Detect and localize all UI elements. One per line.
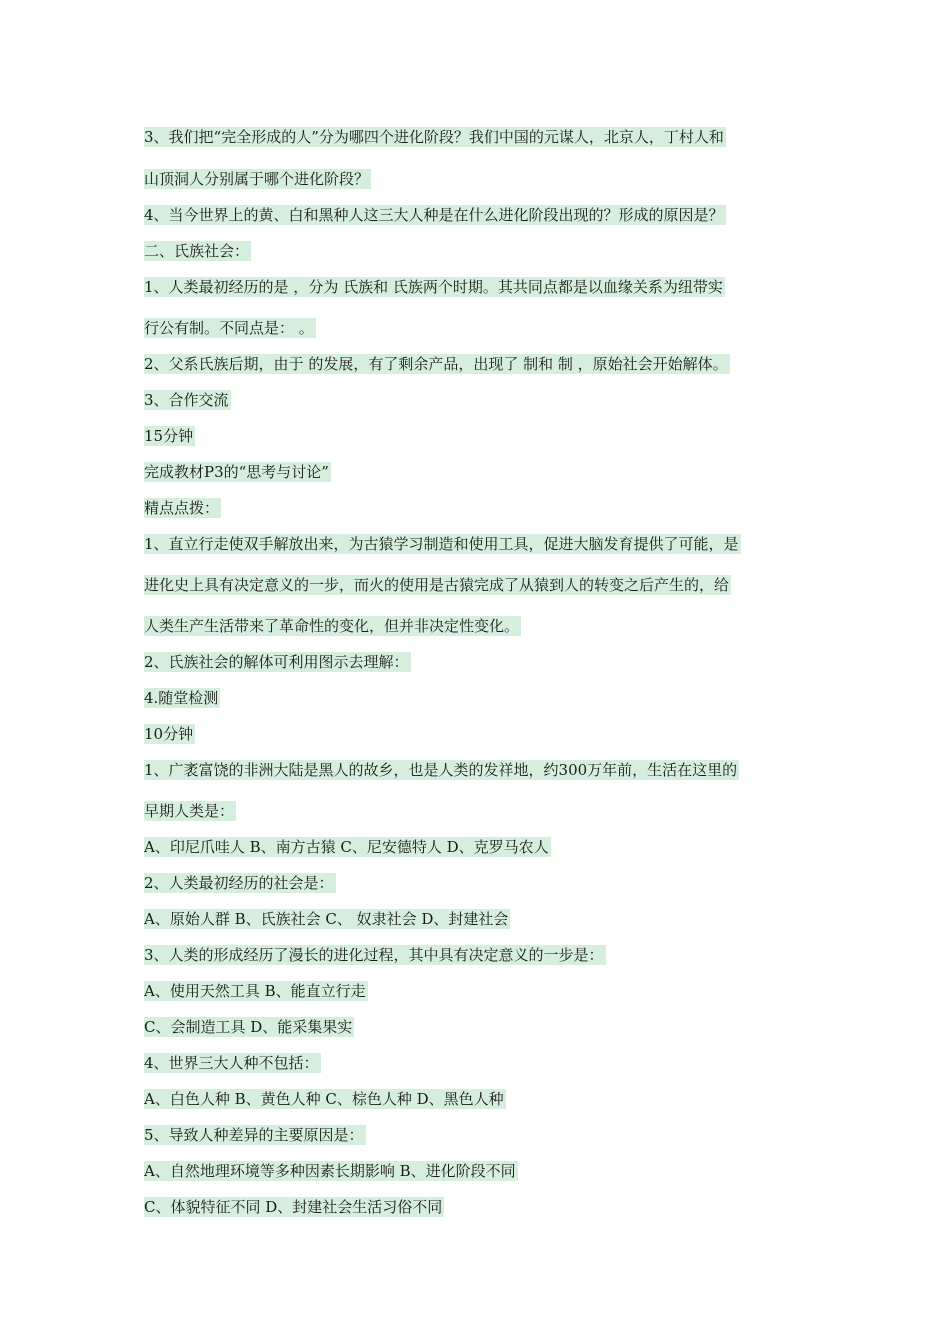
answer-options: C、会制造工具 D、能采集果实 — [144, 1018, 353, 1036]
text-line: 行公有制。不同点是： 。 — [144, 319, 314, 337]
question-line: 2、人类最初经历的社会是： — [144, 874, 334, 892]
answer-options: A、白色人种 B、黄色人种 C、棕色人种 D、黑色人种 — [144, 1090, 504, 1108]
question-line: 早期人类是： — [144, 802, 235, 820]
text-line: 4、当今世界上的黄、白和黑种人这三大人种是在什么进化阶段出现的？形成的原因是？ — [144, 206, 724, 224]
question-line: 5、导致人种差异的主要原因是： — [144, 1126, 364, 1144]
answer-options: A、使用天然工具 B、能直立行走 — [144, 982, 366, 1000]
text-line: 人类生产生活带来了革命性的变化，但并非决定性变化。 — [144, 617, 520, 635]
question-line: 1、广袤富饶的非洲大陆是黑人的故乡，也是人类的发祥地，约300万年前，生活在这里的 — [144, 761, 738, 779]
text-line: 进化史上具有决定意义的一步，而火的使用是古猿完成了从猿到人的转变之后产生的，给 — [144, 576, 730, 594]
text-line: 2、氏族社会的解体可利用图示去理解： — [144, 653, 409, 671]
section-heading: 4.随堂检测 — [144, 689, 219, 707]
question-line: 3、人类的形成经历了漫长的进化过程，其中具有决定意义的一步是： — [144, 946, 604, 964]
time-label: 10分钟 — [144, 725, 194, 743]
answer-options: A、印尼爪哇人 B、南方古猿 C、尼安德特人 D、克罗马农人 — [144, 838, 549, 856]
section-heading: 二、氏族社会： — [144, 242, 250, 260]
question-line: 4、世界三大人种不包括： — [144, 1054, 319, 1072]
text-line: 山顶洞人分别属于哪个进化阶段？ — [144, 170, 370, 188]
answer-options: A、原始人群 B、氏族社会 C、 奴隶社会 D、封建社会 — [144, 910, 509, 928]
answer-options: C、体貌特征不同 D、封建社会生活习俗不同 — [144, 1198, 443, 1216]
text-line: 1、人类最初经历的是 ，分为 氏族和 氏族两个时期。其共同点都是以血缘关系为纽带实 — [144, 278, 723, 296]
section-heading: 3、合作交流 — [144, 391, 229, 409]
text-line: 3、我们把“完全形成的人”分为哪四个进化阶段？我们中国的元谋人，北京人，丁村人和 — [144, 128, 724, 146]
text-line: 1、直立行走使双手解放出来，为古猿学习制造和使用工具，促进大脑发育提供了可能，是 — [144, 535, 739, 553]
text-line: 完成教材P3的“思考与讨论” — [144, 463, 329, 481]
time-label: 15分钟 — [144, 427, 194, 445]
text-line: 2、父系氏族后期，由于 的发展，有了剩余产品，出现了 制和 制 ，原始社会开始解体。 — [144, 355, 728, 373]
answer-options: A、自然地理环境等多种因素长期影响 B、进化阶段不同 — [144, 1162, 516, 1180]
section-heading: 精点点拨： — [144, 499, 220, 517]
